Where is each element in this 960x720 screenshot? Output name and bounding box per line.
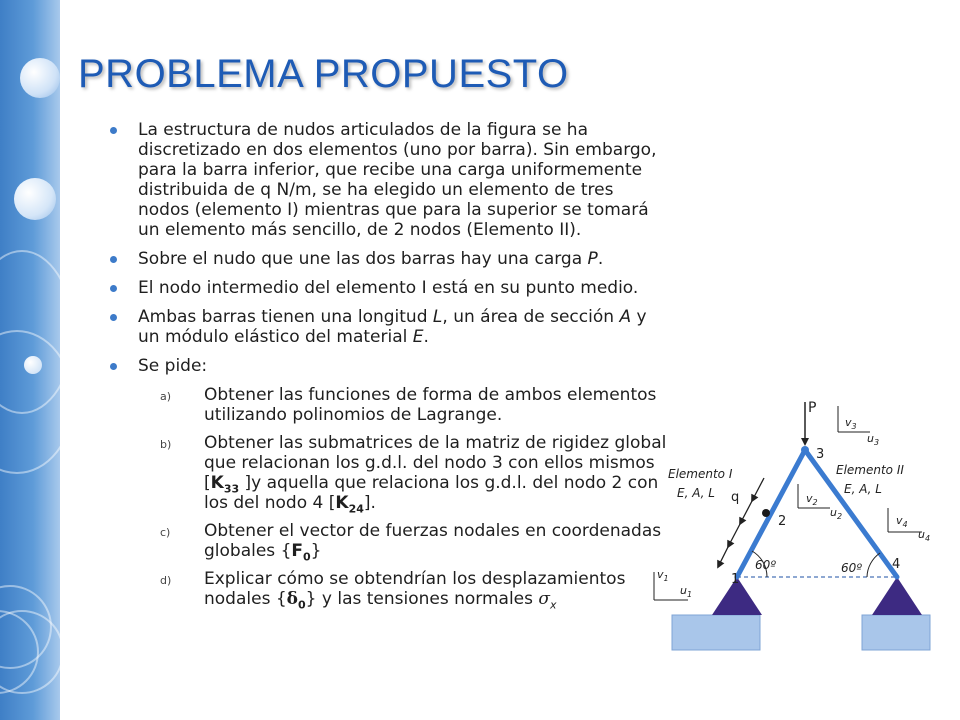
- angle-label-left: 60º: [755, 558, 776, 572]
- load-p-label: P: [808, 400, 817, 416]
- vector-delta0-subscript: 0: [298, 598, 306, 612]
- slide-content: [108, 120, 668, 617]
- bullet-se-pide: [108, 356, 668, 376]
- bullet-middle-node: [108, 278, 668, 298]
- ground-block-left: [672, 615, 760, 650]
- variable-l: L: [432, 307, 443, 327]
- dof-v2-label: $v_2$: [806, 492, 818, 507]
- subitem-text: ]y aquella que relaciona los g.d.l. del nodo 2 con los del nodo 4 [: [204, 473, 659, 513]
- vector-f0-subscript: 0: [303, 550, 311, 564]
- bullet-text: .: [423, 327, 429, 347]
- ground-block-right: [862, 615, 930, 650]
- subitem-text: }: [310, 541, 322, 561]
- node-3-marker: [801, 446, 809, 454]
- subitem-text: Obtener las submatrices de la matriz de rigidez global que relacionan los g.d.l. del nodo 3 con ellos mismos [: [204, 433, 667, 493]
- subitem-marker: a): [160, 390, 172, 403]
- vector-delta0: δ: [286, 589, 298, 609]
- decor-bubble: [24, 356, 42, 374]
- subitem-text: Explicar cómo se obtendrían los desplazamientos nodales {: [204, 569, 626, 609]
- bullet-bar-properties: [108, 307, 668, 347]
- subitem-c: [108, 521, 668, 564]
- node-2-label: 2: [778, 514, 787, 529]
- subitem-text: } y las tensiones normales: [305, 589, 539, 609]
- bullet-text: El nodo intermedio del elemento I está en su punto medio.: [138, 278, 639, 298]
- dof-u2-label: $u_2$: [830, 506, 843, 521]
- dof-v1-label: $v_1$: [657, 568, 669, 583]
- matrix-k24: K: [335, 493, 349, 513]
- pin-support-right: [872, 577, 922, 615]
- matrix-k24-subscript: 24: [348, 502, 364, 516]
- bullet-text: .: [597, 249, 604, 269]
- variable-p: P: [587, 249, 598, 269]
- subitem-marker: c): [160, 526, 171, 539]
- subitem-text: ].: [363, 493, 376, 513]
- subitem-b: [108, 433, 668, 516]
- bullet-text: Sobre el nudo que une las dos barras hay una carga: [138, 249, 588, 269]
- bullet-structure-description: [108, 120, 668, 240]
- decorative-sidebar: [0, 0, 60, 720]
- subitem-d: [108, 569, 668, 612]
- node-1-label: 1: [731, 572, 740, 587]
- sigma-symbol: σ: [538, 589, 551, 609]
- angle-arc-right: [867, 553, 880, 577]
- node-2-marker: [762, 509, 770, 517]
- bullet-text: y un módulo elástico del material: [138, 307, 647, 347]
- decor-ring: [0, 330, 60, 474]
- node-4-label: 4: [892, 557, 901, 572]
- subitem-text: Obtener las funciones de forma de ambos elementos utilizando polinomios de Lagrange.: [204, 385, 657, 425]
- decor-bubble: [14, 178, 56, 220]
- subitem-marker: b): [160, 438, 172, 451]
- bullet-text: Ambas barras tienen una longitud: [138, 307, 433, 327]
- subitem-text: Obtener el vector de fuerzas nodales en coordenadas globales {: [204, 521, 662, 561]
- distributed-load-label: q: [731, 490, 740, 505]
- bullet-text: , un área de sección: [442, 307, 620, 327]
- dof-v3-label: $v_3$: [845, 416, 857, 431]
- matrix-k33-subscript: 33: [223, 482, 240, 496]
- element-1-props: E, A, L: [677, 486, 715, 500]
- angle-label-right: 60º: [841, 561, 862, 575]
- element-2-props: E, A, L: [844, 482, 882, 496]
- dof-u4-label: $u_4$: [918, 528, 931, 543]
- bullet-text: Se pide:: [138, 356, 208, 376]
- dof-v4-label: $v_4$: [896, 514, 908, 529]
- page-title: PROBLEMA PROPUESTO: [78, 52, 569, 96]
- dof-u1-label: $u_1$: [680, 584, 693, 599]
- variable-e: E: [412, 327, 424, 347]
- decor-bubble: [20, 58, 60, 98]
- bullet-load-p: [108, 249, 668, 269]
- subitem-marker: d): [160, 574, 172, 587]
- element-2-name: Elemento II: [836, 463, 904, 477]
- truss-diagram: [640, 390, 960, 720]
- variable-a: A: [619, 307, 632, 327]
- sigma-subscript: x: [550, 598, 557, 612]
- matrix-k33: K: [210, 473, 224, 493]
- bullet-text: La estructura de nudos articulados de la figura se ha discretizado en dos elementos (uno por barra). Sin embargo, para la barra inferior, que recibe una carga uniformemente distribuida de q N/m, se ha elegido un elemento de tres nodos (elemento I) mientras que para la superior se tomará un elemento más sencillo, de 2 nodos (Elemento II).: [138, 120, 657, 240]
- distributed-load-arrows: [719, 478, 764, 565]
- element-1-name: Elemento I: [668, 467, 733, 481]
- subitem-a: [108, 385, 668, 425]
- node-3-label: 3: [816, 447, 825, 462]
- vector-f0: F: [291, 541, 304, 561]
- dof-u3-label: $u_3$: [867, 432, 880, 447]
